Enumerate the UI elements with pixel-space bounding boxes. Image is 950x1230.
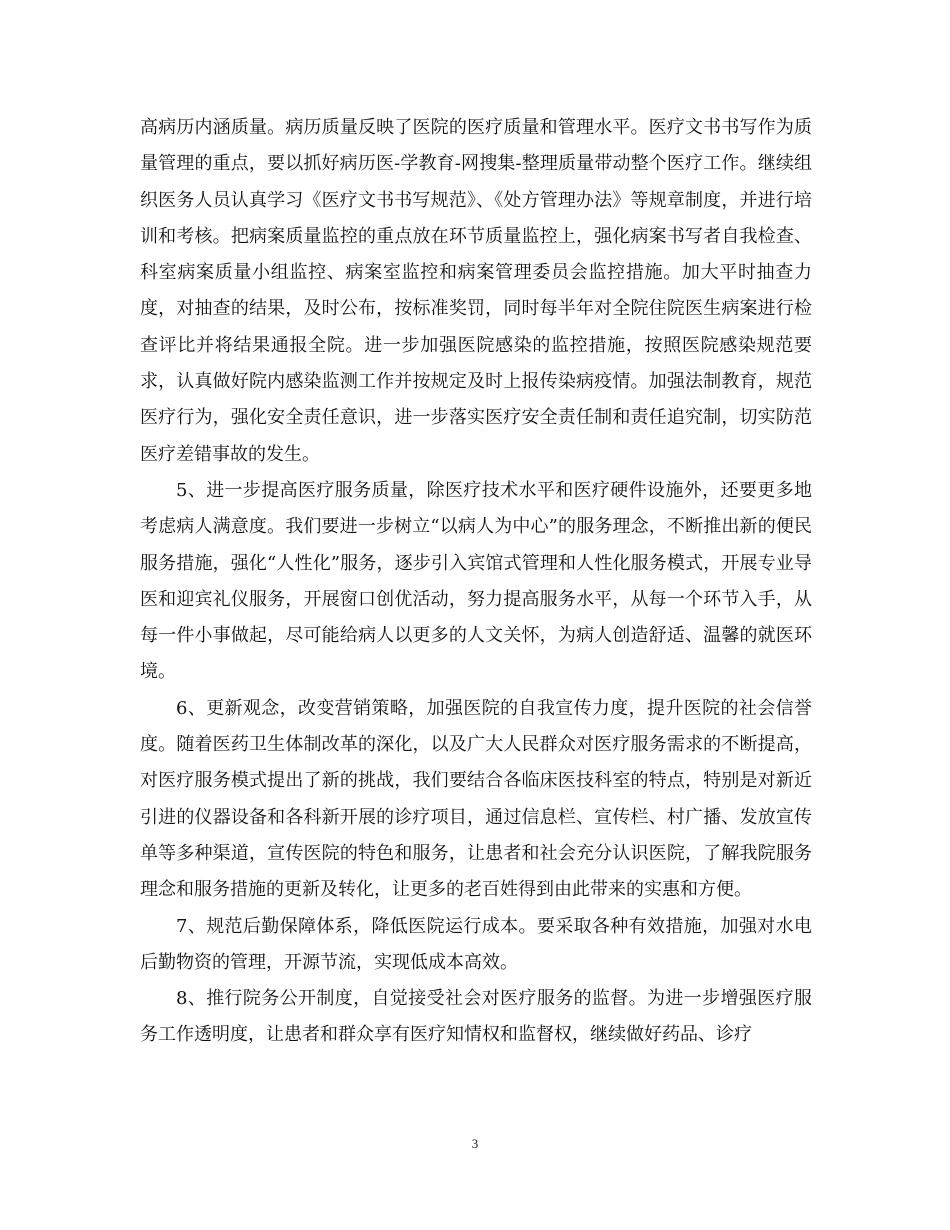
paragraph-item-6: 6、更新观念，改变营销策略，加强医院的自我宣传力度，提升医院的社会信誉度。随着医药卫生体制改革的深化，以及广大人民群众对医疗服务需求的不断提高，对医疗服务模式提出了新的挑战，我们要结合各临床医技科室的特点，特别是对新近引进的仪器设备和各科新开展的诊疗项目，通过信息栏、宣传栏、村广播、发放宣传单等多种渠道，宣传医院的特色和服务，让患者和社会充分认识医院，了解我院服务理念和服务措施的更新及转化，让更多的老百姓得到由此带来的实惠和方便。 (140, 697, 812, 901)
paragraph-item-7: 7、规范后勤保障体系，降低医院运行成本。要采取各种有效措施，加强对水电后勤物资的管理，开源节流，实现低成本高效。 (140, 915, 812, 973)
page-number: 3 (471, 1136, 479, 1151)
paragraph-item-5: 5、进一步提高医疗服务质量，除医疗技术水平和医疗硬件设施外，还要更多地考虑病人满意度。我们要进一步树立“以病人为中心”的服务理念，不断推出新的便民服务措施，强化“人性化”服务，逐步引入宾馆式管理和人性化服务模式，开展专业导医和迎宾礼仪服务，开展窗口创优活动，努力提高服务水平，从每一个环节入手，从每一件小事做起，尽可能给病人以更多的人文关怀，为病人创造舒适、温馨的就医环境。 (140, 479, 812, 683)
body-text (140, 110, 812, 1054)
paragraph-continued: 高病历内涵质量。病历质量反映了医院的医疗质量和管理水平。医疗文书书写作为质量管理的重点，要以抓好病历医-学教育-网搜集-整理质量带动整个医疗工作。继续组织医务人员认真学习《医疗文书书写规范》、《处方管理办法》等规章制度，并进行培训和考核。把病案质量监控的重点放在环节质量监控上，强化病案书写者自我检查、科室病案质量小组监控、病案室监控和病案管理委员会监控措施。加大平时抽查力度，对抽查的结果，及时公布，按标准奖罚，同时每半年对全院住院医生病案进行检查评比并将结果通报全院。进一步加强医院感染的监控措施，按照医院感染规范要求，认真做好院内感染监测工作并按规定及时上报传染病疫情。加强法制教育，规范医疗行为，强化安全责任意识，进一步落实医疗安全责任制和责任追究制，切实防范医疗差错事故的发生。 (140, 117, 812, 465)
paragraph-item-8: 8、推行院务公开制度，自觉接受社会对医疗服务的监督。为进一步增强医疗服务工作透明度，让患者和群众享有医疗知情权和监督权，继续做好药品、诊疗 (140, 988, 812, 1046)
